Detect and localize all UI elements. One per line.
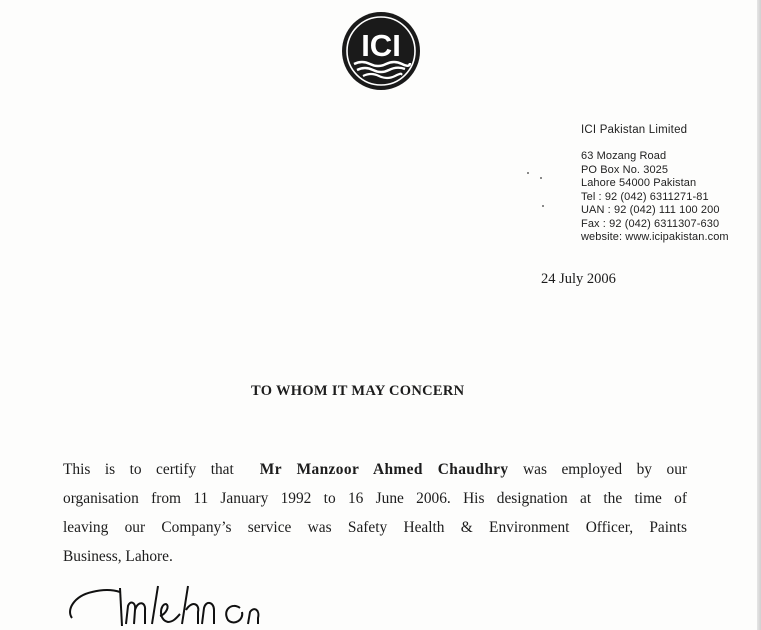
employee-name: Mr Manzoor Ahmed Chaudhry: [259, 461, 509, 478]
address-tel: Tel : 92 (042) 6311271-81: [581, 190, 709, 203]
body-line-4: Business, Lahore.: [63, 548, 173, 565]
letter-body: [63, 455, 687, 571]
body-line-1: [63, 455, 687, 484]
scan-edge: [757, 0, 761, 630]
body-line-3: leaving our Company’s service was Safety Health & Environment Officer, Paints: [63, 519, 687, 536]
letterhead-address-block: [581, 124, 729, 245]
body-line-1-prefix: This is to certify that: [63, 461, 234, 478]
address-city: Lahore 54000 Pakistan: [581, 177, 697, 189]
company-name: ICI Pakistan Limited: [581, 124, 688, 136]
ici-logo-icon: [340, 10, 422, 92]
address-website: website: www.icipakistan.com: [581, 231, 729, 243]
body-line-2: organisation from 11 January 1992 to 16 June 2006. His designation at the time of: [63, 490, 687, 507]
address-fax: Fax : 92 (042) 6311307-630: [581, 217, 720, 230]
letter-heading: TO WHOM IT MAY CONCERN: [251, 383, 465, 399]
address-street: 63 Mozang Road: [581, 150, 667, 162]
address-uan: UAN : 92 (042) 111 100 200: [581, 204, 720, 216]
handwritten-signature: [62, 580, 282, 630]
address-po-box: PO Box No. 3025: [581, 163, 669, 176]
letter-date: 24 July 2006: [541, 271, 616, 287]
logo-text: ICI: [361, 28, 401, 63]
body-line-1-suffix: was employed by our: [523, 461, 688, 478]
